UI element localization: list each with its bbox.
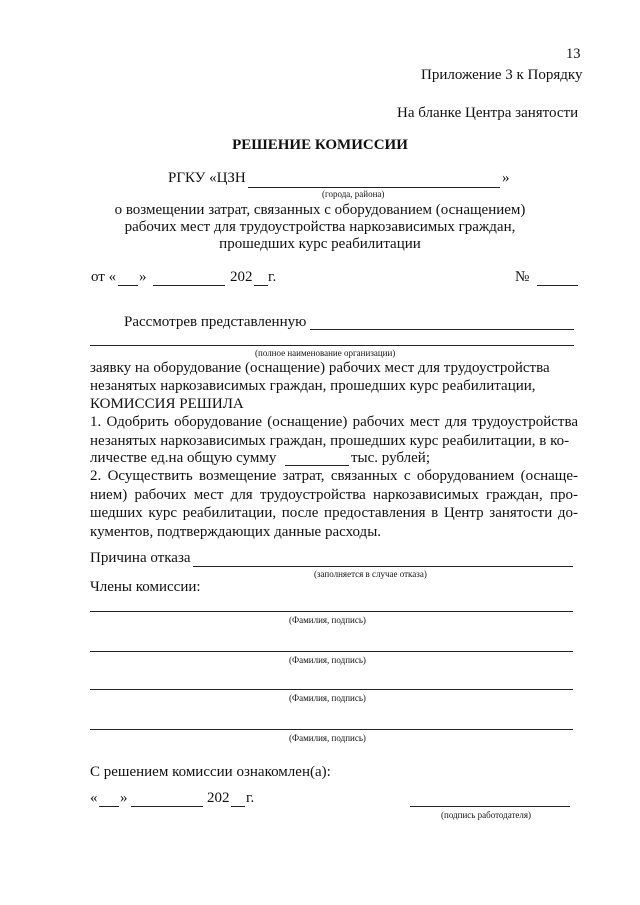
request-line-1: заявку на оборудование (оснащение) рабочих мест для трудоустройства <box>90 360 550 376</box>
organization-field-line-1[interactable] <box>310 329 574 330</box>
decision-item-1-amount-prefix: личестве ед.на общую сумму <box>90 450 277 466</box>
ack-year-field[interactable] <box>231 806 245 807</box>
member-caption-4: (Фамилия, подпись) <box>289 733 366 743</box>
ack-year-prefix: 202 <box>207 790 230 806</box>
organization-field-line-2[interactable] <box>90 345 574 346</box>
letterhead-note: На бланке Центра занятости <box>397 105 579 121</box>
number-label: № <box>515 269 530 285</box>
appendix-reference: Приложение 3 к Порядку <box>421 67 583 83</box>
refusal-label: Причина отказа <box>90 550 191 566</box>
date-from-label: от « <box>91 269 117 285</box>
member-caption-3: (Фамилия, подпись) <box>289 693 366 703</box>
member-signature-field-2[interactable] <box>90 651 573 652</box>
number-field[interactable] <box>537 285 578 286</box>
member-caption-2: (Фамилия, подпись) <box>289 655 366 665</box>
employer-signature-field[interactable] <box>410 806 570 807</box>
decision-item-1-amount-suffix: тыс. рублей; <box>351 450 430 466</box>
ack-month-field[interactable] <box>131 806 203 807</box>
ack-date-open: « <box>90 790 98 806</box>
member-caption-1: (Фамилия, подпись) <box>289 615 366 625</box>
date-year-prefix: 202 <box>230 269 253 285</box>
date-year-field[interactable] <box>254 285 268 286</box>
decision-item-2: 2. Осуществить возмещение затрат, связанных с оборудованием (оснаще-нием) рабочих мест для трудоустройства наркозависимых граждан, про-шедших курс реабилитации, после предоставления в Центр занятости до-кументов, подтверждающих данные расходы. <box>90 468 578 540</box>
date-day-field[interactable] <box>118 285 138 286</box>
commission-decided-heading: КОМИССИЯ РЕШИЛА <box>90 396 244 412</box>
organization-caption: (полное наименование организации) <box>255 348 396 358</box>
document-title: РЕШЕНИЕ КОМИССИИ <box>232 137 408 153</box>
member-signature-field-4[interactable] <box>90 729 573 730</box>
date-year-suffix: г. <box>268 269 277 285</box>
date-quote-close: » <box>139 269 147 285</box>
subject-line-1: о возмещении затрат, связанных с оборудованием (оснащением) <box>114 202 526 218</box>
amount-field[interactable] <box>285 465 349 466</box>
decision-item-1: 1. Одобрить оборудование (оснащение) рабочих мест для трудоустройства незанятых наркозависимых граждан, прошедших курс реабилитации, в ко- <box>90 414 578 449</box>
member-signature-field-3[interactable] <box>90 689 573 690</box>
refusal-caption: (заполняется в случае отказа) <box>314 569 427 579</box>
member-signature-field-1[interactable] <box>90 611 573 612</box>
considered-label: Рассмотрев представленную <box>124 314 307 330</box>
agency-prefix: РГКУ «ЦЗН <box>168 170 246 186</box>
ack-day-field[interactable] <box>99 806 119 807</box>
members-label: Члены комиссии: <box>90 579 201 595</box>
acquainted-label: С решением комиссии ознакомлен(а): <box>90 764 331 780</box>
agency-suffix: » <box>502 170 510 186</box>
ack-year-suffix: г. <box>246 790 255 806</box>
refusal-reason-field[interactable] <box>193 566 573 567</box>
page-number: 13 <box>566 46 581 62</box>
request-line-2: незанятых наркозависимых граждан, прошедших курс реабилитации, <box>90 378 536 394</box>
subject-line-3: прошедших курс реабилитации <box>219 236 421 252</box>
agency-city-field[interactable] <box>248 187 500 188</box>
employer-signature-caption: (подпись работодателя) <box>441 810 532 820</box>
ack-date-close: » <box>120 790 128 806</box>
subject-line-2: рабочих мест для трудоустройства наркозависимых граждан, <box>124 219 516 235</box>
date-month-field[interactable] <box>153 285 225 286</box>
agency-city-caption: (города, района) <box>322 189 385 199</box>
